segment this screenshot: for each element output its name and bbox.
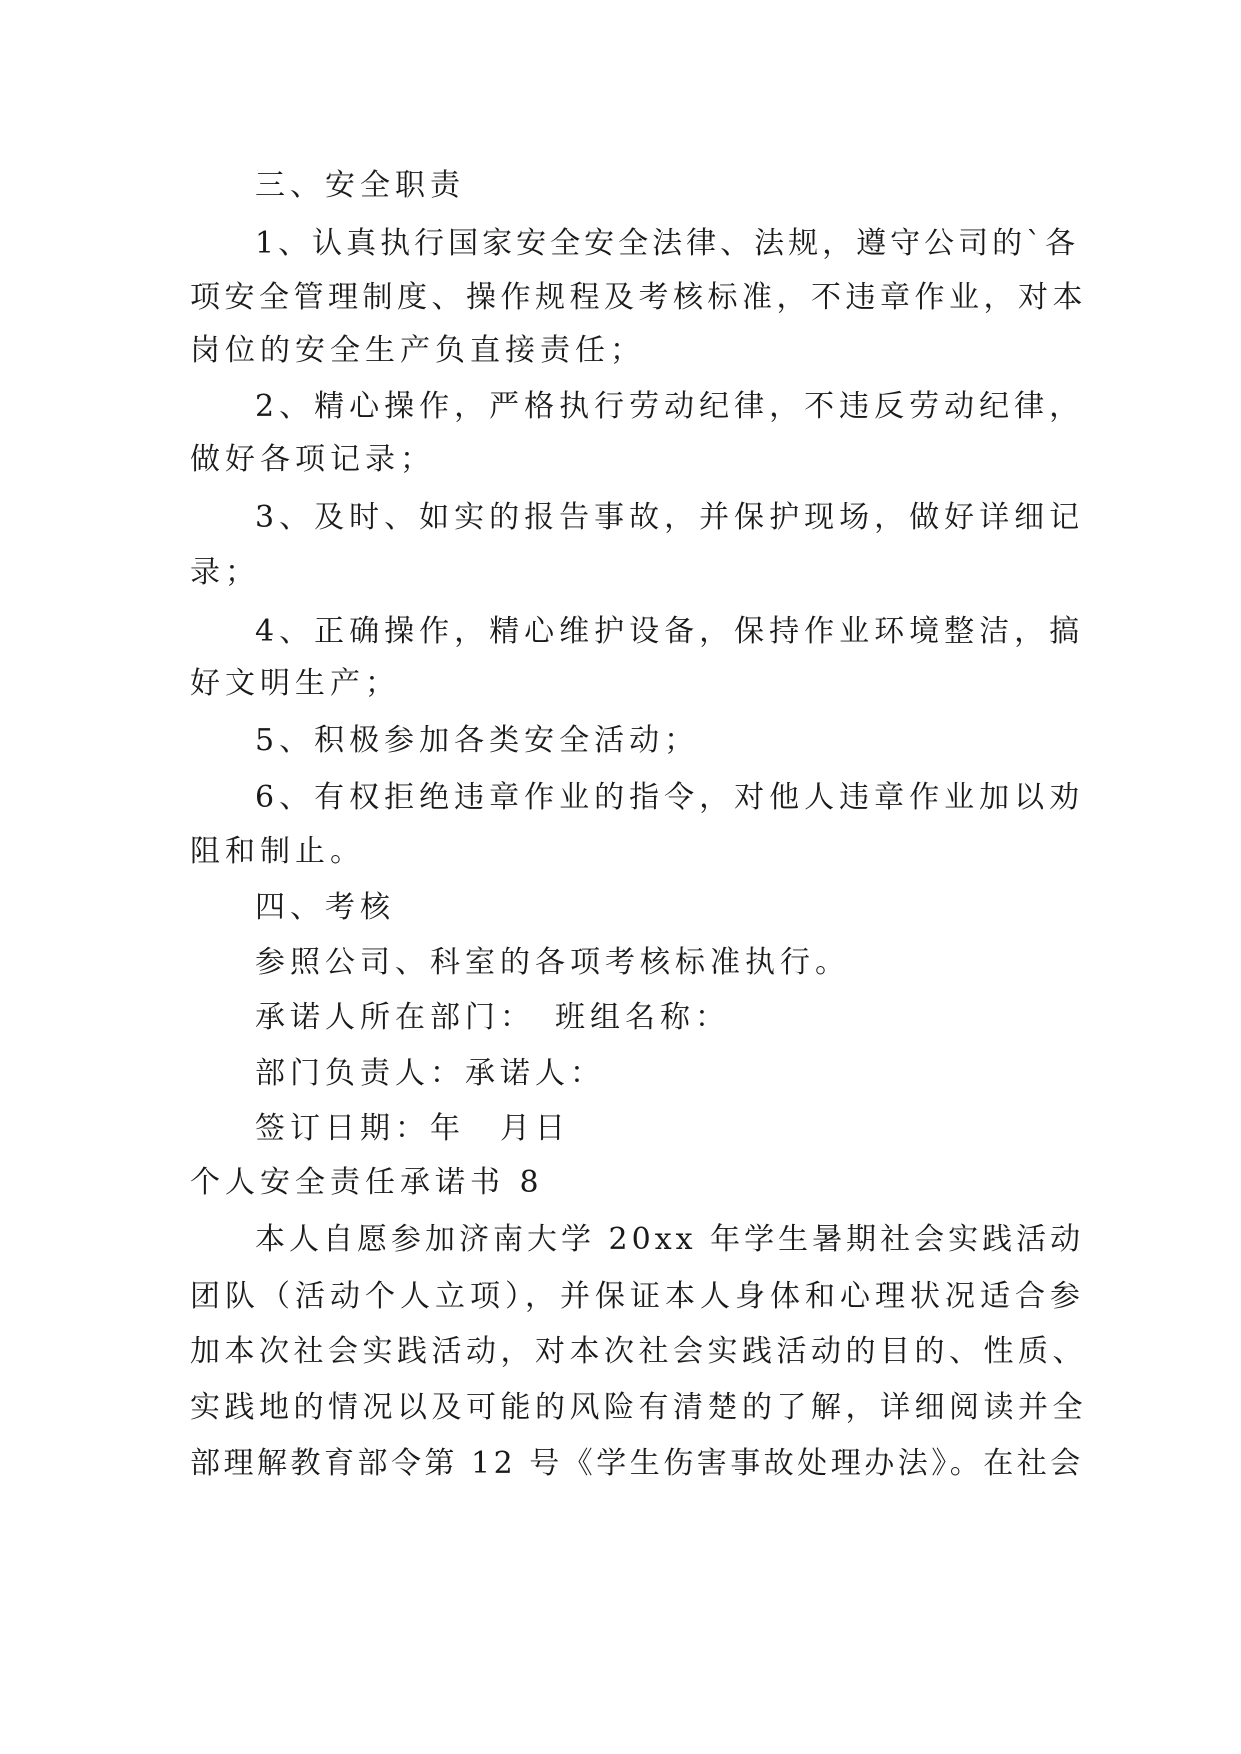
section-heading-safety-duties: 三、安全职责	[255, 168, 465, 203]
document-title: 个人安全责任承诺书 8	[190, 1165, 544, 1200]
paragraph-line: 本人自愿参加济南大学 20xx 年学生暑期社会实践活动	[255, 1222, 1085, 1257]
paragraph-line: 岗位的安全生产负直接责任；	[190, 333, 645, 368]
paragraph-line: 做好各项记录；	[190, 442, 435, 477]
paragraph-line: 录；	[190, 555, 260, 590]
paragraph-line: 实践地的情况以及可能的风险有清楚的了解，详细阅读并全	[190, 1390, 1087, 1425]
paragraph-line: 6、有权拒绝违章作业的指令，对他人违章作业加以劝	[255, 780, 1085, 815]
paragraph-line: 3、及时、如实的报告事故，并保护现场，做好详细记	[255, 500, 1085, 535]
paragraph-line: 参照公司、科室的各项考核标准执行。	[255, 945, 850, 980]
paragraph-line: 1、认真执行国家安全安全法律、法规，遵守公司的`各	[255, 226, 1080, 261]
signature-department-line: 承诺人所在部门： 班组名称：	[255, 1000, 730, 1035]
paragraph-line: 阻和制止。	[190, 834, 365, 869]
paragraph-line: 团队（活动个人立项），并保证本人身体和心理状况适合参	[190, 1279, 1085, 1314]
paragraph-line: 项安全管理制度、操作规程及考核标准，不违章作业，对本	[190, 280, 1087, 315]
paragraph-line: 5、积极参加各类安全活动；	[255, 723, 700, 758]
paragraph-line: 加本次社会实践活动，对本次社会实践活动的目的、性质、	[190, 1334, 1087, 1369]
paragraph-line: 部理解教育部令第 12 号《学生伤害事故处理办法》。在社会	[190, 1446, 1084, 1481]
signing-date-line: 签订日期：年 月日	[255, 1111, 570, 1146]
signature-responsible-line: 部门负责人：承诺人：	[255, 1056, 605, 1091]
section-heading-assessment: 四、考核	[255, 890, 395, 925]
paragraph-line: 4、正确操作，精心维护设备，保持作业环境整洁，搞	[255, 614, 1085, 649]
paragraph-line: 好文明生产；	[190, 666, 400, 701]
paragraph-line: 2、精心操作，严格执行劳动纪律，不违反劳动纪律，	[255, 389, 1085, 424]
